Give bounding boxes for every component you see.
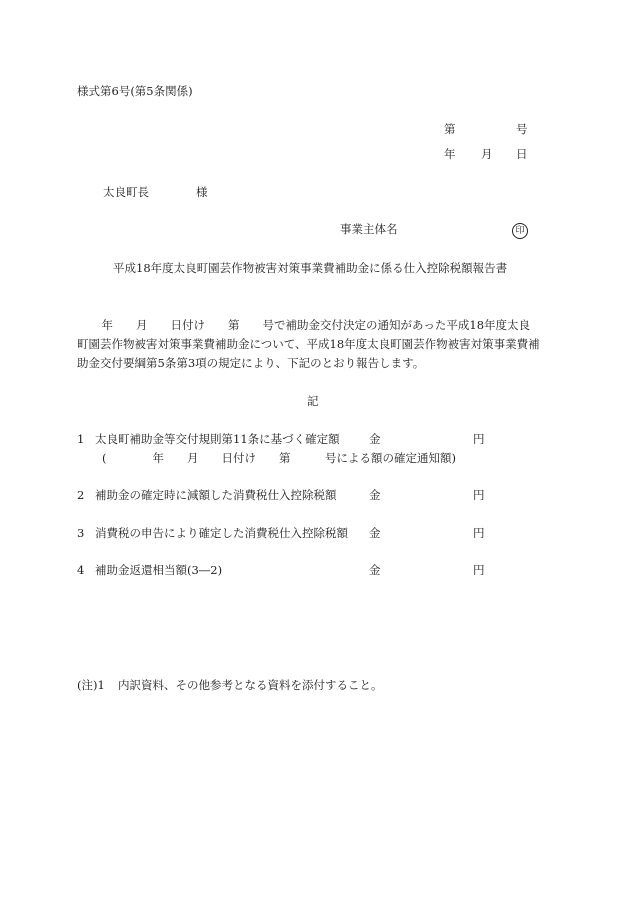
item-text: 太良町補助金等交付規則第11条に基づく確定額 — [95, 432, 340, 446]
date-year: 年 — [444, 147, 456, 161]
item-number: 4 — [77, 563, 85, 577]
form-label: 様式第6号(第5条関係) — [77, 84, 193, 98]
item-yen: 円 — [473, 488, 485, 502]
note-label: (注)1 — [77, 678, 105, 692]
applicant-label: 事業主体名 — [340, 222, 398, 236]
document-title: 平成18年度太良町園芸作物被害対策事業費補助金に係る仕入控除税額報告書 — [113, 261, 508, 275]
body-line-3: 助金交付要綱第5条第3項の規定により、下記のとおり報告します。 — [77, 356, 425, 370]
item-yen: 円 — [473, 432, 485, 446]
item-number: 3 — [77, 526, 85, 540]
item-yen: 円 — [473, 526, 485, 540]
item-sub-note: ( 年 月 日付け 第 号による額の確定通知額) — [102, 451, 456, 465]
document-number-suffix: 号 — [516, 122, 528, 136]
item-kin: 金 — [369, 563, 381, 577]
date-day: 日 — [516, 147, 528, 161]
note-text: 内訳資料、その他参考となる資料を添付すること。 — [118, 678, 383, 692]
item-yen: 円 — [473, 563, 485, 577]
document-number-prefix: 第 — [444, 122, 456, 136]
item-number: 1 — [77, 432, 85, 446]
item-kin: 金 — [369, 432, 381, 446]
item-text: 補助金返還相当額(3―2) — [95, 563, 223, 577]
item-text: 補助金の確定時に減額した消費税仕入控除税額 — [95, 488, 337, 502]
seal-mark: 印 — [512, 223, 528, 239]
item-number: 2 — [77, 488, 85, 502]
addressee-name: 太良町長 — [103, 185, 149, 199]
item-kin: 金 — [369, 526, 381, 540]
ki-heading: 記 — [307, 394, 319, 408]
date-month: 月 — [481, 147, 493, 161]
body-line-2: 町園芸作物被害対策事業費補助金について、平成18年度太良町園芸作物被害対策事業費補 — [77, 337, 540, 351]
item-kin: 金 — [369, 488, 381, 502]
item-text: 消費税の申告により確定した消費税仕入控除税額 — [95, 526, 348, 540]
body-line-1: 年 月 日付け 第 号で補助金交付決定の通知があった平成18年度太良 — [90, 318, 531, 332]
addressee-honorific: 様 — [196, 185, 208, 199]
